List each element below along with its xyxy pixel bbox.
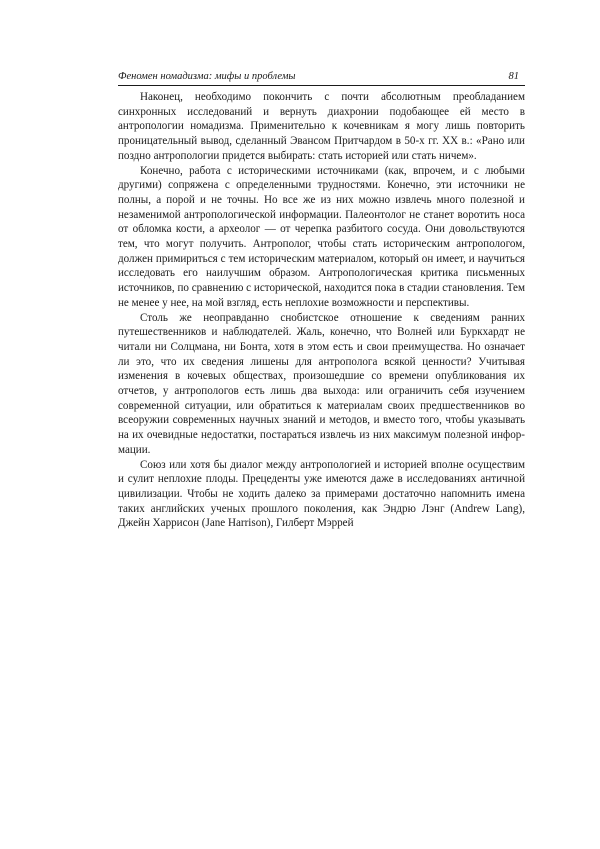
paragraph: Наконец, необходимо покончить с почти абсолютным преобладанием синхронных исследований и вернуть диахронии подобающее ей место в антропологии номадизма. Применительно к кочевникам я могу лишь повторить проницательный вывод, сделанный Эвансом Притчардом в 50-х гг. XX в.: «Рано или поздно антропологии придется выбирать: стать историей или стать ничем». <box>118 91 525 162</box>
page-number: 81 <box>508 71 519 82</box>
running-header <box>118 70 525 86</box>
body-text <box>118 90 525 531</box>
paragraph: Союз или хотя бы диалог между антропологией и историей вполне осуществим и сулит неплохие плоды. Прецеденты уже имеются даже в исследованиях античной цивилизации. Чтобы не ходить далеко за примерами достаточно напомнить имена таких английских ученых прошлого поколения, как Эндрю Лэнг (Andrew Lang), Джейн Харрисон (Jane Harrison), Гилберт Мэррей <box>118 458 525 530</box>
paragraph: Конечно, работа с историческими источниками (как, впрочем, и с любыми другими) сопряжена с определенными трудностями. Конечно, эти источники не полны, а порой и не точны. Но все же из них можно извлечь много полезной и незаменимой антропологической информации. Палеонтолог не станет воротить носа от обломка кости, а археолог — от черепка разбитого сосуда. Они довольствуются тем, что могут получить. Антрополог, чтобы стать историческим антропологом, должен примириться с тем историческим материалом, который он имеет, и научиться исследовать его наилучшим образом. Антропологическая критика письменных источников, по сравнению с исторической, находится пока в стадии становления. Тем не менее у нее, на мой взгляд, есть неплохие возможности и перспективы. <box>118 164 525 309</box>
paragraph: Столь же неоправданно снобистское отношение к сведениям ранних путешественников и наблюдателей. Жаль, конечно, что Волней или Буркхардт не читали ни Солцмана, ни Бонта, хотя в этом есть и свои преимущества. Но означает ли это, что их сведения лишены для антрополога всякой ценности? Учитывая изменения в кочевых обществах, произошедшие со времени опубликования их отчетов, у антропологов есть лишь два выхода: или ограничить себя изучением современной ситуации, или обратиться к материалам своих предшественников во всеоружии современных научных знаний и методов, и вместо того, чтобы указывать на их очевидные недостатки, постараться извлечь из них максимум полезной информации. <box>118 311 525 456</box>
book-page <box>118 70 525 531</box>
running-title: Феномен номадизма: мифы и проблемы <box>118 71 296 82</box>
